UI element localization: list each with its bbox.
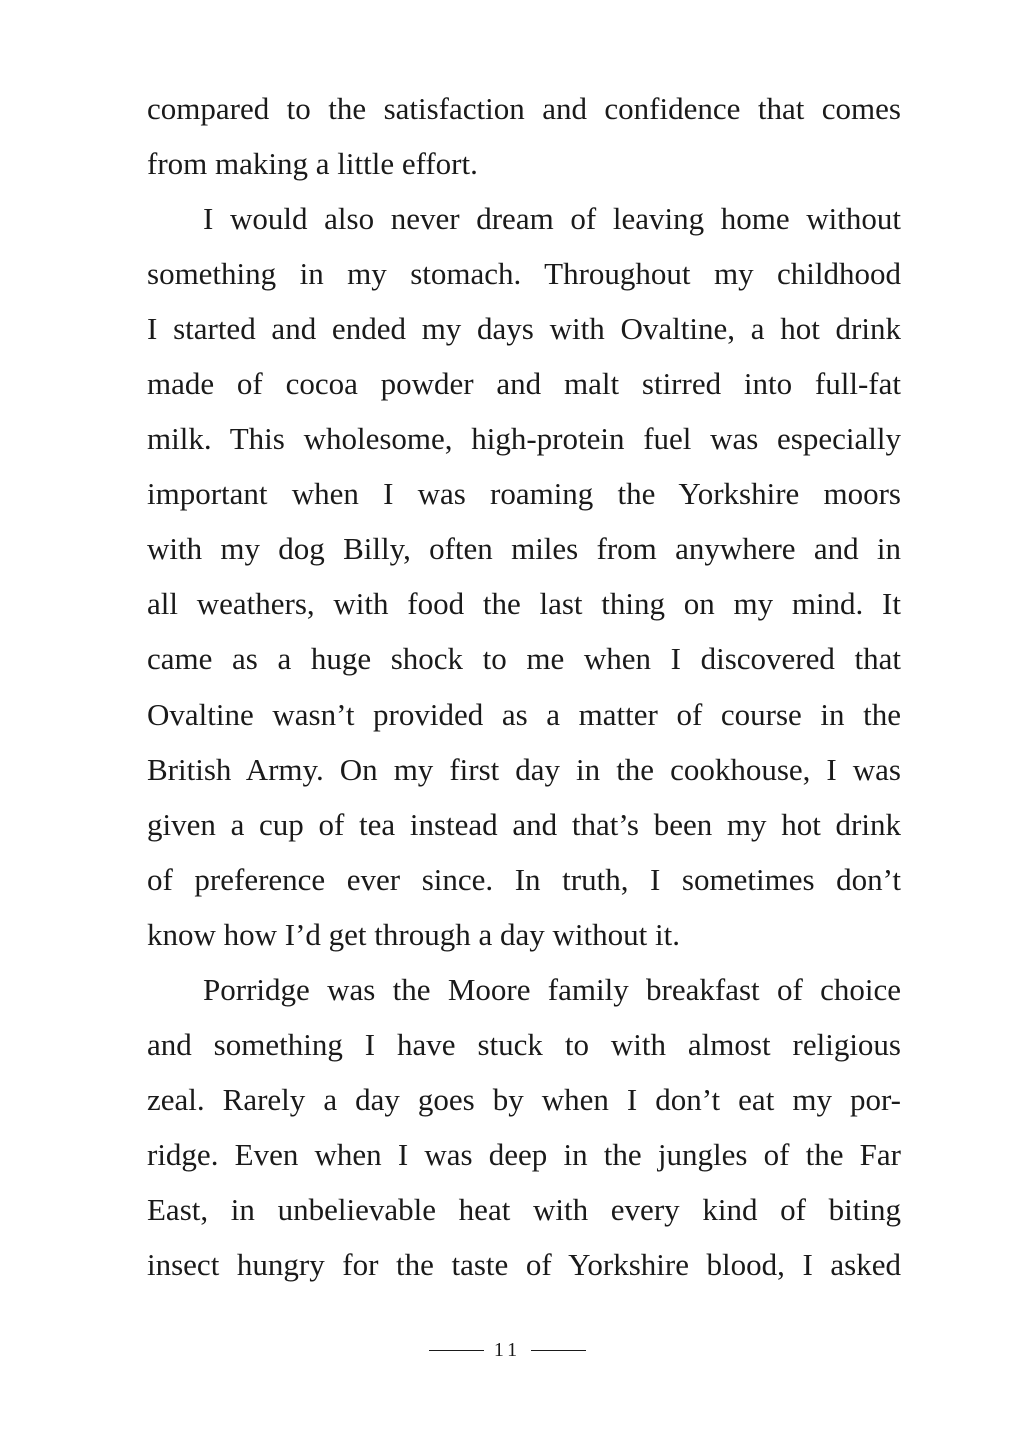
text-line: I started and ended my days with Ovaltine, a hot drink [147, 311, 901, 347]
text-line: zeal. Rarely a day goes by when I don’t eat my por- [147, 1081, 901, 1117]
text-line: milk. This wholesome, high-protein fuel was especially [147, 421, 901, 457]
text-line: East, in unbelievable heat with every kind of biting [147, 1191, 901, 1227]
text-line: Porridge was the Moore family breakfast of choice [203, 971, 901, 1007]
text-line: compared to the satisfaction and confidence that comes [147, 91, 901, 126]
footer-rule-left [429, 1350, 484, 1351]
text-line: British Army. On my first day in the cookhouse, I was [147, 751, 901, 787]
text-line: insect hungry for the taste of Yorkshire blood, I asked [147, 1246, 901, 1282]
text-line: of preference ever since. In truth, I sometimes don’t [147, 861, 901, 897]
text-line: and something I have stuck to with almost religious [147, 1026, 901, 1062]
text-line: made of cocoa powder and malt stirred into full-fat [147, 366, 901, 402]
text-line: something in my stomach. Throughout my childhood [147, 256, 901, 292]
text-line: Ovaltine wasn’t provided as a matter of course in the [147, 696, 901, 732]
text-line: important when I was roaming the Yorkshire moors [147, 476, 901, 512]
text-line: from making a little effort. [147, 146, 478, 182]
text-line: I would also never dream of leaving home without [203, 201, 901, 237]
body-text [147, 81, 901, 1292]
page-number: 11 [493, 1339, 522, 1361]
text-line: with my dog Billy, often miles from anywhere and in [147, 531, 901, 567]
text-line: given a cup of tea instead and that’s been my hot drink [147, 806, 901, 842]
text-line: ridge. Even when I was deep in the jungles of the Far [147, 1136, 901, 1172]
text-line: all weathers, with food the last thing on my mind. It [147, 586, 901, 622]
text-line: came as a huge shock to me when I discovered that [147, 641, 901, 677]
text-line: know how I’d get through a day without it. [147, 916, 680, 952]
page-footer [0, 1339, 1015, 1362]
footer-rule-right [531, 1350, 586, 1351]
